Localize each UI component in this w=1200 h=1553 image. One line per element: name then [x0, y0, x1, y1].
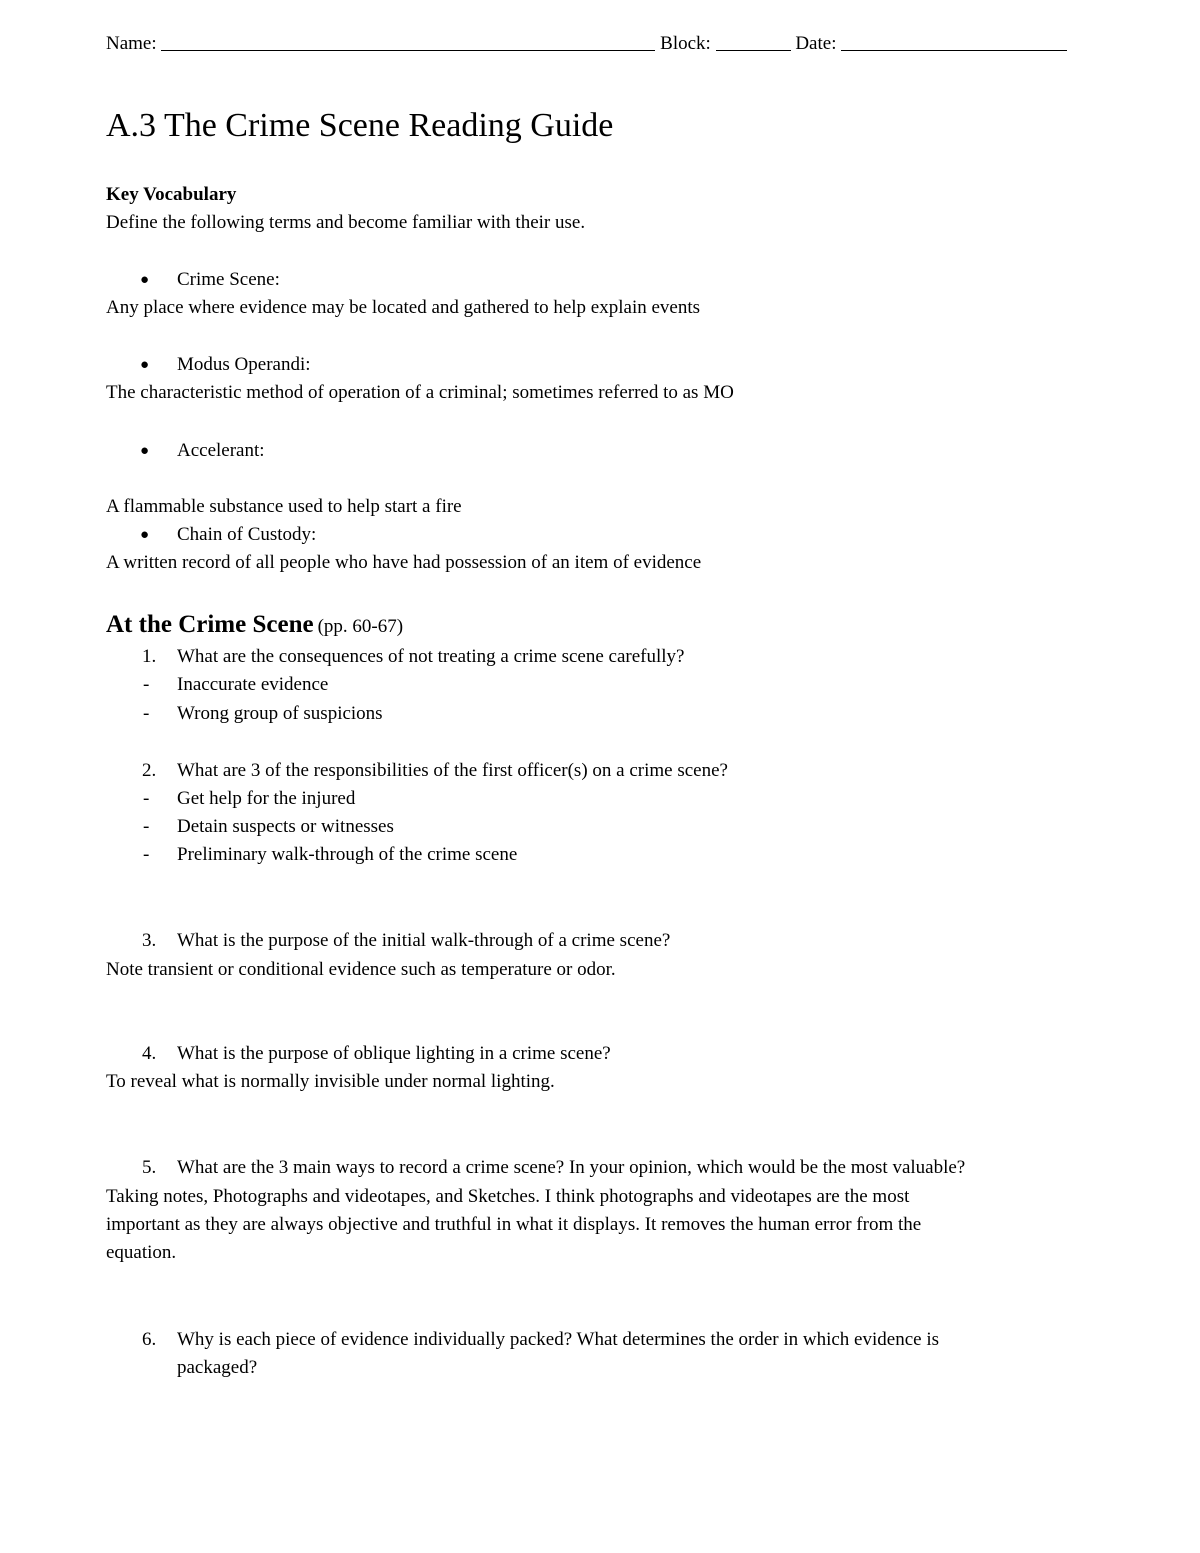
page-title: A.3 The Crime Scene Reading Guide: [106, 107, 614, 144]
dash-marker: -: [143, 703, 150, 724]
answer-text: To reveal what is normally invisible under normal lighting.: [106, 1071, 555, 1092]
name-blank[interactable]: [161, 32, 655, 51]
header-line: [106, 30, 1067, 56]
vocab-definition: The characteristic method of operation of a criminal; sometimes referred to as MO: [106, 382, 734, 403]
question-text: Why is each piece of evidence individually packed? What determines the order in which evidence is: [177, 1329, 939, 1350]
date-label: Date:: [795, 33, 837, 54]
answer-item: Wrong group of suspicions: [177, 703, 383, 724]
answer-line: important as they are always objective and truthful in what it displays. It removes the human error from the: [106, 1214, 922, 1235]
question-number: 5.: [142, 1157, 157, 1178]
bullet-icon: ●: [140, 357, 150, 373]
question-text: What is the purpose of oblique lighting in a crime scene?: [177, 1043, 611, 1064]
answer-item: Preliminary walk-through of the crime scene: [177, 844, 518, 865]
vocab-term: Modus Operandi:: [177, 354, 311, 375]
vocab-term: Accelerant:: [177, 440, 265, 461]
vocab-definition: A written record of all people who have had possession of an item of evidence: [106, 552, 702, 573]
vocab-term: Chain of Custody:: [177, 524, 317, 545]
dash-marker: -: [143, 788, 150, 809]
bullet-icon: ●: [140, 527, 150, 543]
section-title: At the Crime Scene: [106, 611, 314, 638]
dash-marker: -: [143, 844, 150, 865]
vocab-definition: Any place where evidence may be located and gathered to help explain events: [106, 297, 701, 318]
bullet-icon: ●: [140, 272, 150, 288]
answer-item: Get help for the injured: [177, 788, 356, 809]
vocab-heading: Key Vocabulary: [106, 184, 237, 205]
vocab-term: Crime Scene:: [177, 269, 280, 290]
answer-item: Detain suspects or witnesses: [177, 816, 394, 837]
question-text: What are the consequences of not treating a crime scene carefully?: [177, 646, 685, 667]
question-text: What are the 3 main ways to record a crime scene? In your opinion, which would be the most valuable?: [177, 1157, 966, 1178]
block-blank[interactable]: [716, 32, 791, 51]
dash-marker: -: [143, 816, 150, 837]
block-label: Block:: [660, 33, 711, 54]
question-number: 2.: [142, 760, 157, 781]
name-label: Name:: [106, 33, 157, 54]
section-heading: [106, 609, 403, 644]
question-number: 1.: [142, 646, 157, 667]
section-pages: (pp. 60-67): [317, 616, 404, 637]
question-number: 6.: [142, 1329, 157, 1350]
date-blank[interactable]: [841, 32, 1067, 51]
question-text: What is the purpose of the initial walk-through of a crime scene?: [177, 930, 671, 951]
question-number: 3.: [142, 930, 157, 951]
vocab-definition: A flammable substance used to help start a fire: [106, 496, 462, 517]
vocab-instructions: Define the following terms and become familiar with their use.: [106, 212, 586, 233]
question-number: 4.: [142, 1043, 157, 1064]
question-text: packaged?: [177, 1357, 258, 1378]
answer-text: Note transient or conditional evidence such as temperature or odor.: [106, 959, 616, 980]
answer-item: Inaccurate evidence: [177, 674, 329, 695]
bullet-icon: ●: [140, 443, 150, 459]
answer-line: Taking notes, Photographs and videotapes, and Sketches. I think photographs and videotapes are the most: [106, 1186, 910, 1207]
dash-marker: -: [143, 674, 150, 695]
answer-line: equation.: [106, 1242, 177, 1263]
question-text: What are 3 of the responsibilities of the first officer(s) on a crime scene?: [177, 760, 728, 781]
